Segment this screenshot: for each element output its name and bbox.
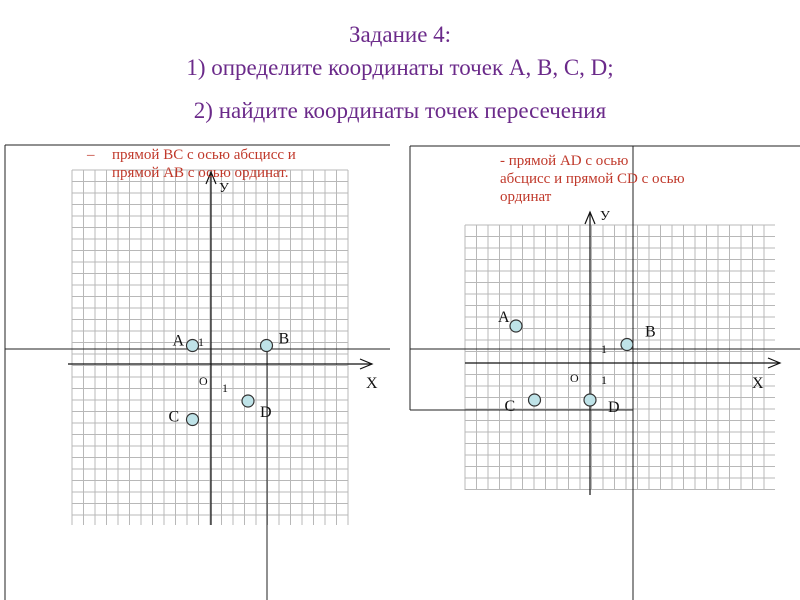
- x-axis-label: X: [752, 375, 764, 392]
- point-A: [187, 340, 199, 352]
- point-label-C: C: [168, 408, 180, 426]
- y-unit-label: 1: [601, 342, 607, 356]
- point-C: [187, 414, 199, 426]
- left-task-text: [87, 146, 392, 182]
- point-label-B: B: [645, 323, 656, 341]
- point-B: [261, 340, 273, 352]
- point-D: [584, 394, 596, 406]
- bullet-dash: –: [87, 147, 95, 163]
- right-task-line-2: абсцисс и прямой CD с осью: [500, 171, 685, 187]
- point-label-C: C: [504, 398, 516, 415]
- right-task-line-1: - прямой AD с осью: [500, 153, 629, 169]
- origin-label: О: [199, 374, 208, 388]
- point-C: [529, 394, 541, 406]
- grid: [72, 170, 348, 525]
- point-D: [242, 395, 254, 407]
- point-label-B: B: [278, 330, 290, 348]
- task-part-1: 1) определите координаты точек A, B, C, D;: [186, 55, 614, 80]
- origin-label: О: [570, 371, 579, 385]
- point-A: [510, 320, 522, 332]
- point-label-D: D: [608, 399, 620, 416]
- right-task-line-3: ординат: [500, 189, 552, 205]
- task-part-2: 2) найдите координаты точек пересечения: [193, 98, 607, 123]
- x-unit-label: 1: [222, 381, 228, 395]
- x-axis-label: X: [366, 375, 378, 392]
- right-coordinate-plane: [410, 146, 800, 600]
- y-unit-label: 1: [198, 335, 204, 349]
- task-title: Задание 4:: [348, 22, 452, 47]
- x-unit-label: 1: [601, 373, 607, 387]
- point-label-A: A: [172, 332, 185, 350]
- left-coordinate-plane: [5, 145, 390, 600]
- y-axis-label: У: [600, 209, 610, 224]
- grid: [465, 225, 775, 490]
- point-label-D: D: [260, 404, 272, 421]
- right-task-text: [500, 152, 770, 206]
- left-task-line-2: прямой AB с осью ординат.: [112, 165, 289, 181]
- y-axis-label: У: [219, 181, 229, 196]
- point-B: [621, 339, 633, 351]
- left-task-line-1: прямой BC с осью абсцисс и: [112, 147, 296, 163]
- point-label-A: A: [498, 309, 510, 326]
